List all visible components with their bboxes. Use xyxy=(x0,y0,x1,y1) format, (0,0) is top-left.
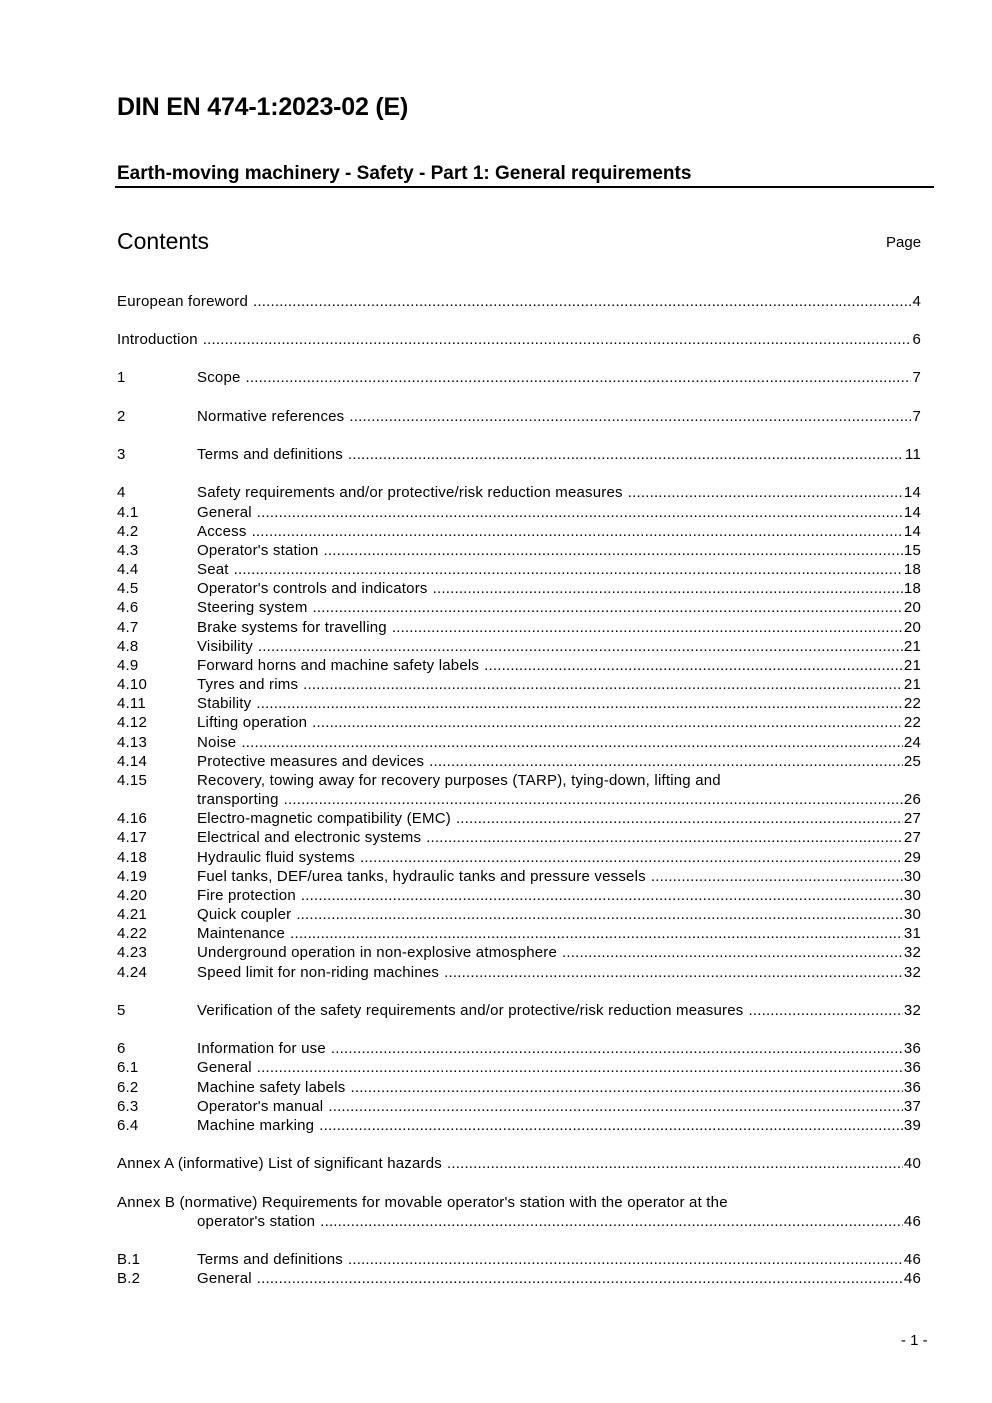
toc-page: 36 xyxy=(903,1040,921,1057)
toc-title: Electro-magnetic compatibility (EMC) xyxy=(197,810,451,827)
dot-leader xyxy=(241,733,903,753)
toc-number: 4.22 xyxy=(117,925,147,942)
toc-entry-4-17[interactable] xyxy=(117,828,921,848)
toc-title: Fire protection xyxy=(197,887,296,904)
toc-entry-6-2[interactable] xyxy=(117,1078,921,1098)
toc-number: 4.23 xyxy=(117,944,147,961)
toc-number: 4.15 xyxy=(117,772,147,789)
toc-entry-4-22[interactable] xyxy=(117,924,921,944)
dot-leader xyxy=(562,943,903,963)
dot-leader xyxy=(392,618,903,638)
toc-title: Machine safety labels xyxy=(197,1079,346,1096)
toc-entry-4-5[interactable] xyxy=(117,579,921,599)
toc-number: 4.8 xyxy=(117,638,139,655)
toc-title: Maintenance xyxy=(197,925,286,942)
toc-title-line-2: operator's station xyxy=(197,1213,316,1230)
toc-title: Information for use xyxy=(197,1040,326,1057)
toc-number: 1 xyxy=(117,369,126,386)
toc-number: 4.10 xyxy=(117,676,147,693)
toc-number: 4.12 xyxy=(117,714,147,731)
toc-number: 6.3 xyxy=(117,1098,139,1115)
toc-number: 5 xyxy=(117,1002,126,1019)
dot-leader xyxy=(253,292,911,312)
toc-entry-4-14[interactable] xyxy=(117,752,921,772)
toc-number: 4.11 xyxy=(117,695,146,712)
toc-page: 18 xyxy=(903,580,921,597)
dot-leader xyxy=(484,656,903,676)
toc-page: 39 xyxy=(903,1117,921,1134)
toc-entry-6[interactable] xyxy=(117,1039,921,1059)
toc-page: 22 xyxy=(903,714,921,731)
toc-title: Underground operation in non-explosive atmosphere xyxy=(197,944,558,961)
toc-number: 4.14 xyxy=(117,753,147,770)
toc-page: 11 xyxy=(905,446,921,463)
toc-page: 30 xyxy=(903,887,921,904)
page-number: - 1 - xyxy=(901,1332,928,1349)
toc-title: Tyres and rims xyxy=(197,676,299,693)
toc-number: 4.20 xyxy=(117,887,147,904)
toc-page: 30 xyxy=(903,868,921,885)
toc-number: 6.2 xyxy=(117,1079,139,1096)
toc-number: 4.13 xyxy=(117,734,147,751)
toc-page: 21 xyxy=(903,638,921,655)
toc-title: Hydraulic fluid systems xyxy=(197,849,355,866)
dot-leader xyxy=(456,809,903,829)
toc-entry-4-6[interactable] xyxy=(117,598,921,618)
toc-page: 14 xyxy=(903,484,921,501)
dot-leader xyxy=(312,713,903,733)
toc-title: General xyxy=(197,1059,252,1076)
page-column-heading: Page xyxy=(886,234,922,251)
toc-page: 6 xyxy=(912,331,921,348)
toc-entry-4-23[interactable] xyxy=(117,943,921,963)
dot-leader xyxy=(349,407,911,427)
toc-number: 6.4 xyxy=(117,1117,139,1134)
toc-page: 20 xyxy=(903,599,921,616)
toc-entry-3[interactable] xyxy=(117,445,921,465)
toc-page: 4 xyxy=(912,293,921,310)
toc-number: B.2 xyxy=(117,1270,141,1287)
toc-page: 7 xyxy=(912,408,921,425)
toc-number: 4.21 xyxy=(117,906,147,923)
toc-title: Access xyxy=(197,523,247,540)
toc-number: 4.1 xyxy=(117,504,139,521)
toc-number: 4.5 xyxy=(117,580,139,597)
toc-page: 7 xyxy=(912,369,921,386)
toc-page: 21 xyxy=(903,657,921,674)
dot-leader xyxy=(328,1097,903,1117)
toc-title: Annex A (informative) List of significant hazards xyxy=(117,1155,442,1172)
toc-page: 31 xyxy=(903,925,921,942)
toc-title-line-2: transporting xyxy=(197,791,279,808)
toc-number: 4.7 xyxy=(117,619,139,636)
toc-title: European foreword xyxy=(117,293,248,310)
dot-leader xyxy=(433,579,903,599)
dot-leader xyxy=(748,1001,902,1021)
dot-leader xyxy=(290,924,903,944)
toc-entry-4-7[interactable] xyxy=(117,618,921,638)
toc-page: 32 xyxy=(903,944,921,961)
table-of-contents xyxy=(117,0,922,1403)
toc-number: 6 xyxy=(117,1040,126,1057)
toc-entry-annex-a[interactable] xyxy=(117,1154,921,1174)
toc-title: Verification of the safety requirements and/or protective/risk reduction measures xyxy=(197,1002,744,1019)
toc-entry-6-4[interactable] xyxy=(117,1116,921,1136)
toc-page: 14 xyxy=(903,504,921,521)
toc-title: Terms and definitions xyxy=(197,446,343,463)
toc-entry-4-10[interactable] xyxy=(117,675,921,695)
dot-leader xyxy=(628,483,903,503)
dot-leader xyxy=(303,675,903,695)
toc-number: 3 xyxy=(117,446,126,463)
toc-entry-introduction[interactable] xyxy=(117,330,921,350)
toc-entry-6-1[interactable] xyxy=(117,1058,921,1078)
toc-page: 24 xyxy=(903,734,921,751)
toc-title: Normative references xyxy=(197,408,345,425)
dot-leader xyxy=(331,1039,903,1059)
toc-number: 4.24 xyxy=(117,964,147,981)
toc-entry-4-18[interactable] xyxy=(117,848,921,868)
toc-entry-5[interactable] xyxy=(117,1001,921,1021)
toc-title: Brake systems for travelling xyxy=(197,619,387,636)
dot-leader xyxy=(296,905,903,925)
dot-leader xyxy=(252,522,903,542)
dot-leader xyxy=(651,867,903,887)
toc-entry-6-3[interactable] xyxy=(117,1097,921,1117)
dot-leader xyxy=(203,330,912,350)
toc-entry-4-11[interactable] xyxy=(117,694,921,714)
toc-number: 4.6 xyxy=(117,599,139,616)
toc-page: 36 xyxy=(903,1079,921,1096)
toc-page: 30 xyxy=(903,906,921,923)
toc-title: Machine marking xyxy=(197,1117,315,1134)
toc-page: 26 xyxy=(903,791,921,808)
dot-leader xyxy=(284,790,903,810)
toc-entry-4-21[interactable] xyxy=(117,905,921,925)
toc-entry-4-8[interactable] xyxy=(117,637,921,657)
toc-number: 4.3 xyxy=(117,542,139,559)
toc-page: 46 xyxy=(903,1213,921,1230)
dot-leader xyxy=(360,848,903,868)
dot-leader xyxy=(257,503,903,523)
toc-number: 2 xyxy=(117,408,126,425)
toc-page: 37 xyxy=(903,1098,921,1115)
toc-entry-4-3[interactable] xyxy=(117,541,921,561)
toc-number: 6.1 xyxy=(117,1059,139,1076)
document-subtitle: Earth-moving machinery - Safety - Part 1: General requirements xyxy=(117,163,692,184)
toc-entry-1[interactable] xyxy=(117,368,921,388)
dot-leader xyxy=(324,541,903,561)
toc-number: B.1 xyxy=(117,1251,141,1268)
dot-leader xyxy=(256,694,903,714)
toc-title: General xyxy=(197,504,252,521)
toc-title: Fuel tanks, DEF/urea tanks, hydraulic tanks and pressure vessels xyxy=(197,868,646,885)
toc-title: Speed limit for non-riding machines xyxy=(197,964,440,981)
toc-entry-4-20[interactable] xyxy=(117,886,921,906)
toc-title: Stability xyxy=(197,695,252,712)
dot-leader xyxy=(444,963,903,983)
dot-leader xyxy=(258,637,903,657)
toc-entry-b-1[interactable] xyxy=(117,1250,921,1270)
toc-title: Lifting operation xyxy=(197,714,308,731)
toc-title: Visibility xyxy=(197,638,253,655)
toc-page: 14 xyxy=(903,523,921,540)
toc-entry-4-19[interactable] xyxy=(117,867,921,887)
toc-number: 4.16 xyxy=(117,810,147,827)
toc-title: Scope xyxy=(197,369,241,386)
toc-entry-4-4[interactable] xyxy=(117,560,921,580)
toc-page: 46 xyxy=(903,1270,921,1287)
toc-entry-4-15[interactable] xyxy=(117,772,921,810)
dot-leader xyxy=(320,1212,903,1232)
toc-page: 18 xyxy=(903,561,921,578)
toc-entry-4-2[interactable] xyxy=(117,522,921,542)
contents-heading: Contents xyxy=(117,228,210,254)
toc-page: 46 xyxy=(903,1251,921,1268)
toc-title: Forward horns and machine safety labels xyxy=(197,657,480,674)
toc-page: 36 xyxy=(903,1059,921,1076)
toc-number: 4.2 xyxy=(117,523,139,540)
toc-entry-4-12[interactable] xyxy=(117,713,921,733)
toc-title: Terms and definitions xyxy=(197,1251,343,1268)
toc-title: Quick coupler xyxy=(197,906,292,923)
toc-entry-annex-b[interactable] xyxy=(117,1194,921,1232)
dot-leader xyxy=(319,1116,903,1136)
toc-page: 32 xyxy=(903,1002,921,1019)
toc-title: Noise xyxy=(197,734,237,751)
dot-leader xyxy=(348,445,904,465)
dot-leader xyxy=(257,1269,903,1289)
toc-title-line-1: Annex B (normative) Requirements for movable operator's station with the operator at the xyxy=(117,1194,728,1211)
toc-entry-4-16[interactable] xyxy=(117,809,921,829)
toc-page: 40 xyxy=(903,1155,921,1172)
toc-entry-4-24[interactable] xyxy=(117,963,921,983)
dot-leader xyxy=(426,828,903,848)
toc-number: 4.17 xyxy=(117,829,147,846)
dot-leader xyxy=(350,1078,902,1098)
toc-entry-2[interactable] xyxy=(117,407,921,427)
toc-title: General xyxy=(197,1270,252,1287)
toc-number: 4 xyxy=(117,484,126,501)
dot-leader xyxy=(429,752,903,772)
toc-page: 25 xyxy=(903,753,921,770)
toc-number: 4.9 xyxy=(117,657,139,674)
toc-page: 27 xyxy=(903,810,921,827)
dot-leader xyxy=(348,1250,903,1270)
dot-leader xyxy=(447,1154,903,1174)
toc-page: 20 xyxy=(903,619,921,636)
toc-number: 4.4 xyxy=(117,561,139,578)
toc-number: 4.18 xyxy=(117,849,147,866)
toc-title-line-1: Recovery, towing away for recovery purposes (TARP), tying-down, lifting and xyxy=(197,772,721,789)
toc-number: 4.19 xyxy=(117,868,147,885)
toc-entry-4-13[interactable] xyxy=(117,733,921,753)
toc-title: Protective measures and devices xyxy=(197,753,425,770)
toc-page: 27 xyxy=(903,829,921,846)
toc-entry-4-1[interactable] xyxy=(117,503,921,523)
dot-leader xyxy=(313,598,903,618)
toc-entry-foreword[interactable] xyxy=(117,292,921,312)
toc-entry-4[interactable] xyxy=(117,483,921,503)
dot-leader xyxy=(246,368,912,388)
toc-page: 22 xyxy=(903,695,921,712)
toc-title: Operator's station xyxy=(197,542,319,559)
toc-page: 15 xyxy=(903,542,921,559)
toc-page: 29 xyxy=(903,849,921,866)
toc-title: Operator's manual xyxy=(197,1098,324,1115)
toc-page: 32 xyxy=(903,964,921,981)
toc-title: Introduction xyxy=(117,331,198,348)
dot-leader xyxy=(301,886,903,906)
toc-title: Steering system xyxy=(197,599,308,616)
toc-entry-b-2[interactable] xyxy=(117,1269,921,1289)
toc-title: Seat xyxy=(197,561,229,578)
dot-leader xyxy=(234,560,903,580)
document-id: DIN EN 474-1:2023-02 (E) xyxy=(117,93,409,121)
toc-title: Electrical and electronic systems xyxy=(197,829,422,846)
dot-leader xyxy=(257,1058,903,1078)
toc-title: Safety requirements and/or protective/risk reduction measures xyxy=(197,484,623,501)
toc-page: 21 xyxy=(903,676,921,693)
toc-title: Operator's controls and indicators xyxy=(197,580,428,597)
toc-entry-4-9[interactable] xyxy=(117,656,921,676)
